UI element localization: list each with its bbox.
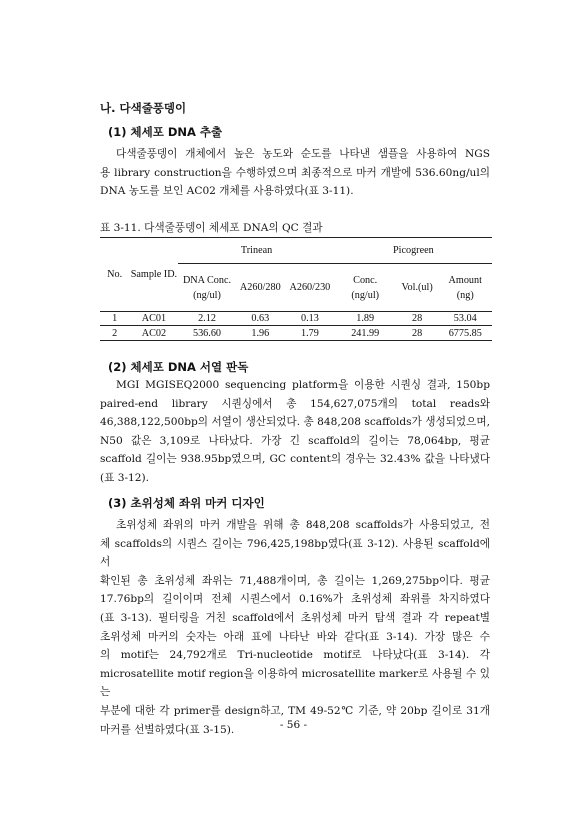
paragraph-dna-extraction	[100, 145, 490, 201]
subsection-3-title: (3) 초위성체 좌위 마커 디자인	[108, 496, 265, 510]
col-header-vol: Vol.(ul)	[401, 282, 433, 293]
text-line: N50 값은 3,109로 나타났다. 가장 긴 scaffold의 길이는 78,064bp, 평균	[100, 434, 490, 447]
text-line: 46,388,122,500bp의 서열이 생산되었다. 총 848,208 scaffolds가 생성되었으며,	[100, 416, 490, 429]
table-cell: 1.79	[300, 327, 319, 339]
text-line: 초위성체 좌위의 마커 개발을 위해 총 848,208 scaffolds가 사용되었고, 전	[116, 519, 490, 531]
page-number: - 56 -	[279, 719, 308, 731]
text-line: scaffold 길이는 938.95bp였으며, GC content의 경우는 32.43% 값을 나타냈다	[100, 453, 490, 466]
col-header-a260-230: A260/230	[289, 282, 331, 293]
table-cell: 0.13	[300, 313, 319, 324]
subsection-2-title: (2) 체세포 DNA 서열 판독	[108, 360, 249, 374]
text-line: (표 3-13). 필터링을 거친 scaffold에서 초위성체 마커 탐색 결과 각 repeat별	[100, 611, 490, 624]
col-header-amount: Amount (ng)	[448, 274, 482, 301]
text-line: (표 3-12).	[100, 471, 150, 484]
table-cell: 241.99	[351, 327, 380, 339]
table-cell: 1.96	[251, 327, 270, 339]
text-line: MGI MGISEQ2000 sequencing platform을 이용한 시퀀싱 결과, 150bp	[116, 379, 490, 391]
text-line: microsatellite motif region을 이용하여 microsatellite marker로 사용될 수 있는	[100, 667, 490, 699]
text-line: 부분에 대한 각 primer를 design하고, TM 49-52℃ 기준, 약 20bp 길이로 31개	[100, 704, 490, 717]
table-cell: 1.89	[356, 313, 375, 324]
text-line: 17.76bp의 길이이며 전체 시퀀스에서 0.16%가 초위성체 좌위를 차지하였다	[100, 593, 490, 606]
table-cell: 0.63	[251, 313, 270, 324]
qc-table	[100, 237, 492, 341]
table-cell: 2.12	[198, 313, 216, 324]
table-cell: 1	[112, 313, 118, 324]
text-line: 다색줄풍뎅이 개체에서 높은 농도와 순도를 나타낸 샘플을 사용하여 NGS	[116, 148, 490, 160]
text-line: DNA 농도를 보인 AC02 개체를 사용하였다(표 3-11).	[100, 185, 354, 198]
table-cell: 53.04	[453, 313, 477, 324]
table-cell: AC01	[141, 313, 167, 324]
text-line: paired-end library 시퀀싱에서 총 154,627,075개의 total reads와	[100, 397, 490, 410]
table-cell: 2	[112, 327, 118, 339]
col-header-sample: Sample ID.	[129, 238, 178, 312]
paragraph-sequencing	[100, 376, 490, 488]
text-line: 초위성체 마커의 숫자는 아래 표에 나타난 바와 같다(표 3-14). 가장 많은 수	[100, 630, 490, 643]
table-cell: 6775.85	[448, 327, 482, 339]
col-header-no: No.	[100, 238, 129, 312]
subsection-1-title: (1) 체세포 DNA 추출	[108, 125, 223, 139]
group-header-trinean: Trinean	[178, 238, 334, 264]
col-header-dna-conc: DNA Conc. (ng/ul)	[182, 274, 232, 301]
table-cell: AC02	[141, 327, 167, 339]
paragraph-marker-design	[100, 516, 490, 739]
text-line: 마커를 선별하였다(표 3-15).	[100, 723, 235, 736]
table-cell: 28	[412, 327, 423, 339]
col-header-conc: Conc. (ng/ul)	[351, 274, 380, 301]
text-line: 의 motif는 24,792개로 Tri-nucleotide motif로 나타났다(표 3-14). 각	[100, 649, 490, 662]
col-header-a260-280: A260/280	[239, 282, 281, 293]
text-line: 체 scaffolds의 시퀀스 길이는 796,425,198bp였다(표 3-12). 사용된 scaffold에서	[100, 537, 490, 569]
group-header-picogreen: Picogreen	[335, 238, 492, 264]
table-cell: 28	[412, 313, 423, 324]
table-caption: 표 3-11. 다색줄풍뎅이 체세포 DNA의 QC 결과	[100, 222, 323, 234]
text-line: 확인된 총 초위성체 좌위는 71,488개이며, 총 길이는 1,269,275bp이다. 평균	[100, 574, 490, 587]
section-title: 나. 다색줄풍뎅이	[100, 101, 187, 115]
text-line: 용 library construction을 수행하였으며 최종적으로 마커 개발에 536.60ng/ul의	[100, 166, 490, 179]
table-cell: 536.60	[192, 327, 221, 339]
